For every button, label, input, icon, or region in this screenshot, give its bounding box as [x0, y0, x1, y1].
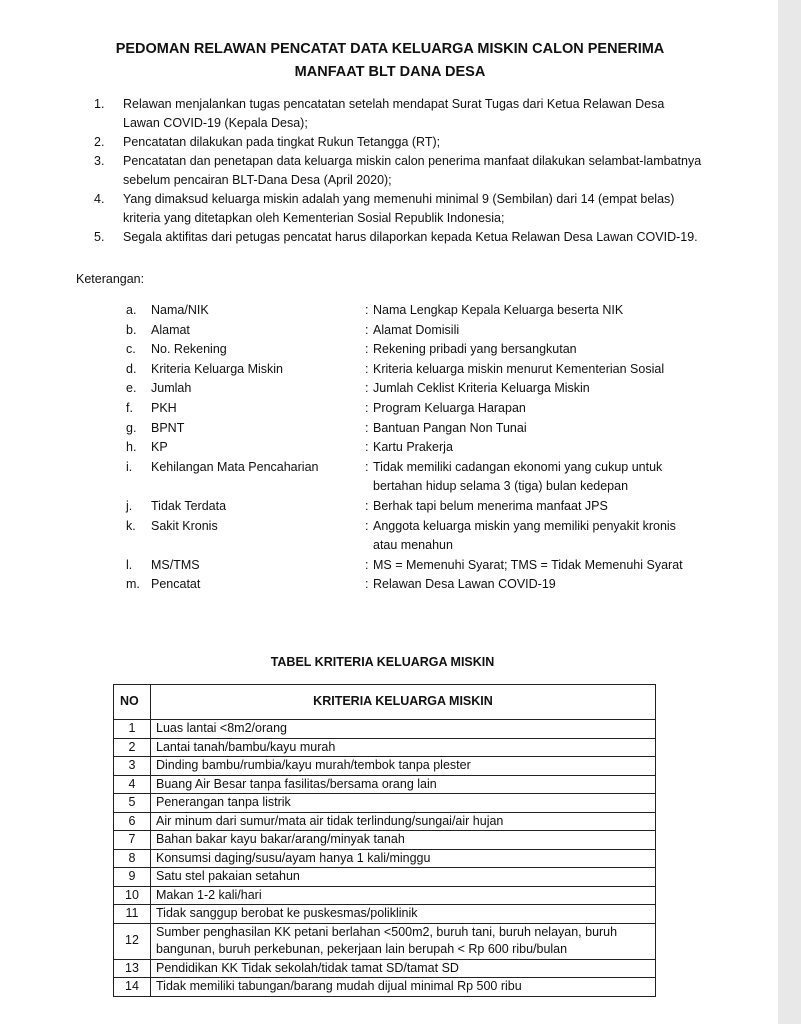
rule-text: Pencatatan dan penetapan data keluarga miskin calon penerima manfaat dilakukan selambat-lambatnya sebelum pencairan BLT-Dana Desa (April 2020); — [123, 154, 702, 187]
legend-letter: c. — [126, 342, 136, 357]
legend-row — [126, 399, 706, 419]
rule-text: Relawan menjalankan tugas pencatatan setelah mendapat Surat Tugas dari Ketua Relawan Desa Lawan COVID-19 (Kepala Desa); — [123, 97, 665, 130]
row-kriteria: Luas lantai <8m2/orang — [151, 720, 656, 739]
row-number: 6 — [114, 812, 151, 831]
table-row — [114, 775, 656, 794]
legend-letter: j. — [126, 498, 133, 513]
table-row — [114, 831, 656, 850]
rule-number: 1. — [94, 97, 105, 111]
legend-desc: Tidak memiliki cadangan ekonomi yang cukup untuk bertahan hidup selama 3 (tiga) bulan kedepan — [373, 459, 663, 494]
legend-row — [126, 340, 706, 360]
legend-colon: : — [365, 577, 369, 592]
rule-text: Pencatatan dilakukan pada tingkat Rukun Tetangga (RT); — [123, 135, 441, 149]
legend-desc: Alamat Domisili — [373, 322, 460, 337]
table-row — [114, 868, 656, 887]
legend-colon: : — [365, 381, 369, 396]
legend-letter: l. — [126, 557, 133, 572]
legend-letter: f. — [126, 400, 133, 415]
legend-letter: a. — [126, 303, 137, 317]
rule-number: 5. — [94, 230, 105, 244]
legend-colon: : — [365, 518, 369, 533]
rule-text: Segala aktifitas dari petugas pencatat harus dilaporkan kepada Ketua Relawan Desa Lawan COVID-19. — [123, 230, 698, 244]
legend-colon: : — [365, 303, 369, 317]
legend-desc: Rekening pribadi yang bersangkutan — [373, 342, 577, 357]
rules-list — [94, 95, 704, 247]
legend-row — [126, 360, 706, 380]
legend-term: KP — [151, 440, 168, 455]
legend-desc: Kartu Prakerja — [373, 440, 453, 455]
legend-list — [126, 301, 706, 595]
column-header-kriteria: KRITERIA KELUARGA MISKIN — [151, 685, 656, 720]
table-row — [114, 923, 656, 959]
row-kriteria: Konsumsi daging/susu/ayam hanya 1 kali/minggu — [151, 849, 656, 868]
row-kriteria: Air minum dari sumur/mata air tidak terlindung/sungai/air hujan — [151, 812, 656, 831]
row-kriteria: Tidak sanggup berobat ke puskesmas/poliklinik — [151, 905, 656, 924]
row-number: 3 — [114, 757, 151, 776]
legend-term: Sakit Kronis — [151, 518, 218, 533]
table-row — [114, 886, 656, 905]
row-number: 12 — [114, 923, 151, 959]
legend-desc: Bantuan Pangan Non Tunai — [373, 420, 527, 435]
title-line-2: MANFAAT BLT DANA DESA — [294, 64, 486, 80]
row-kriteria: Buang Air Besar tanpa fasilitas/bersama orang lain — [151, 775, 656, 794]
legend-colon: : — [365, 400, 369, 415]
table-row — [114, 757, 656, 776]
table-row — [114, 959, 656, 978]
column-header-no: NO — [114, 685, 151, 720]
row-number: 1 — [114, 720, 151, 739]
legend-letter: d. — [126, 361, 137, 376]
table-row — [114, 812, 656, 831]
legend-letter: e. — [126, 381, 137, 396]
legend-letter: m. — [126, 577, 140, 592]
legend-letter: i. — [126, 459, 133, 474]
table-header-row — [114, 685, 656, 720]
legend-term: Nama/NIK — [151, 303, 209, 317]
row-number: 7 — [114, 831, 151, 850]
legend-term: Tidak Terdata — [151, 498, 227, 513]
title-line-1: PEDOMAN RELAWAN PENCATAT DATA KELUARGA MISKIN CALON PENERIMA — [115, 41, 665, 57]
legend-term: PKH — [151, 400, 177, 415]
row-kriteria: Tidak memiliki tabungan/barang mudah dijual minimal Rp 500 ribu — [151, 978, 656, 997]
legend-row — [126, 301, 706, 321]
table-title: TABEL KRITERIA KELUARGA MISKIN — [270, 655, 495, 669]
legend-desc: Program Keluarga Harapan — [373, 400, 526, 415]
legend-colon: : — [365, 342, 369, 357]
table-row — [114, 794, 656, 813]
criteria-table — [113, 684, 656, 997]
row-number: 10 — [114, 886, 151, 905]
row-kriteria: Dinding bambu/rumbia/kayu murah/tembok tanpa plester — [151, 757, 656, 776]
legend-term: Kehilangan Mata Pencaharian — [151, 459, 319, 474]
rule-item — [94, 95, 704, 133]
legend-colon: : — [365, 498, 369, 513]
keterangan-label: Keterangan: — [76, 272, 145, 286]
rule-item — [94, 152, 704, 190]
row-number: 11 — [114, 905, 151, 924]
row-kriteria: Penerangan tanpa listrik — [151, 794, 656, 813]
row-kriteria: Pendidikan KK Tidak sekolah/tidak tamat SD/tamat SD — [151, 959, 656, 978]
row-kriteria: Makan 1-2 kali/hari — [151, 886, 656, 905]
legend-colon: : — [365, 440, 369, 455]
rule-text: Yang dimaksud keluarga miskin adalah yang memenuhi minimal 9 (Sembilan) dari 14 (empat belas) kriteria yang ditetapkan oleh Kementerian Sosial Republik Indonesia; — [123, 192, 675, 225]
legend-term: BPNT — [151, 420, 185, 435]
document-title — [40, 38, 740, 84]
legend-row — [126, 517, 706, 556]
row-number: 9 — [114, 868, 151, 887]
legend-row — [126, 556, 706, 576]
row-kriteria: Lantai tanah/bambu/kayu murah — [151, 738, 656, 757]
legend-desc: Berhak tapi belum menerima manfaat JPS — [373, 498, 608, 513]
legend-term: Alamat — [151, 322, 190, 337]
legend-desc: Relawan Desa Lawan COVID-19 — [373, 577, 556, 592]
legend-term: No. Rekening — [151, 342, 227, 357]
legend-desc: Anggota keluarga miskin yang memiliki penyakit kronis atau menahun — [373, 518, 676, 553]
legend-colon: : — [365, 557, 369, 572]
rule-number: 4. — [94, 192, 105, 206]
row-number: 14 — [114, 978, 151, 997]
legend-term: Kriteria Keluarga Miskin — [151, 361, 283, 376]
rule-item — [94, 133, 704, 152]
row-number: 5 — [114, 794, 151, 813]
legend-term: Pencatat — [151, 577, 201, 592]
table-row — [114, 905, 656, 924]
table-row — [114, 720, 656, 739]
legend-colon: : — [365, 420, 369, 435]
legend-letter: k. — [126, 518, 136, 533]
legend-colon: : — [365, 322, 369, 337]
legend-row — [126, 379, 706, 399]
rule-number: 3. — [94, 154, 105, 168]
legend-colon: : — [365, 361, 369, 376]
legend-desc: MS = Memenuhi Syarat; TMS = Tidak Memenuhi Syarat — [373, 557, 683, 572]
legend-row — [126, 419, 706, 439]
legend-colon: : — [365, 459, 369, 474]
rule-item — [94, 190, 704, 228]
row-number: 8 — [114, 849, 151, 868]
legend-row — [126, 321, 706, 341]
legend-row — [126, 497, 706, 517]
legend-row — [126, 575, 706, 595]
row-number: 13 — [114, 959, 151, 978]
table-row — [114, 738, 656, 757]
legend-term: MS/TMS — [151, 557, 200, 572]
table-row — [114, 978, 656, 997]
legend-letter: h. — [126, 440, 137, 455]
table-row — [114, 849, 656, 868]
legend-letter: b. — [126, 322, 137, 337]
row-number: 2 — [114, 738, 151, 757]
row-kriteria: Sumber penghasilan KK petani berlahan <500m2, buruh tani, buruh nelayan, buruh bangunan, buruh perkebunan, pekerjaan lain berupah < Rp 600 ribu/bulan — [151, 923, 656, 959]
row-number: 4 — [114, 775, 151, 794]
legend-term: Jumlah — [151, 381, 192, 396]
rule-number: 2. — [94, 135, 105, 149]
legend-row — [126, 438, 706, 458]
legend-desc: Kriteria keluarga miskin menurut Kementerian Sosial — [373, 361, 665, 376]
legend-desc: Nama Lengkap Kepala Keluarga beserta NIK — [373, 303, 624, 317]
rule-item — [94, 228, 704, 247]
row-kriteria: Satu stel pakaian setahun — [151, 868, 656, 887]
legend-row — [126, 458, 706, 497]
legend-desc: Jumlah Ceklist Kriteria Keluarga Miskin — [373, 381, 590, 396]
legend-letter: g. — [126, 420, 137, 435]
row-kriteria: Bahan bakar kayu bakar/arang/minyak tanah — [151, 831, 656, 850]
